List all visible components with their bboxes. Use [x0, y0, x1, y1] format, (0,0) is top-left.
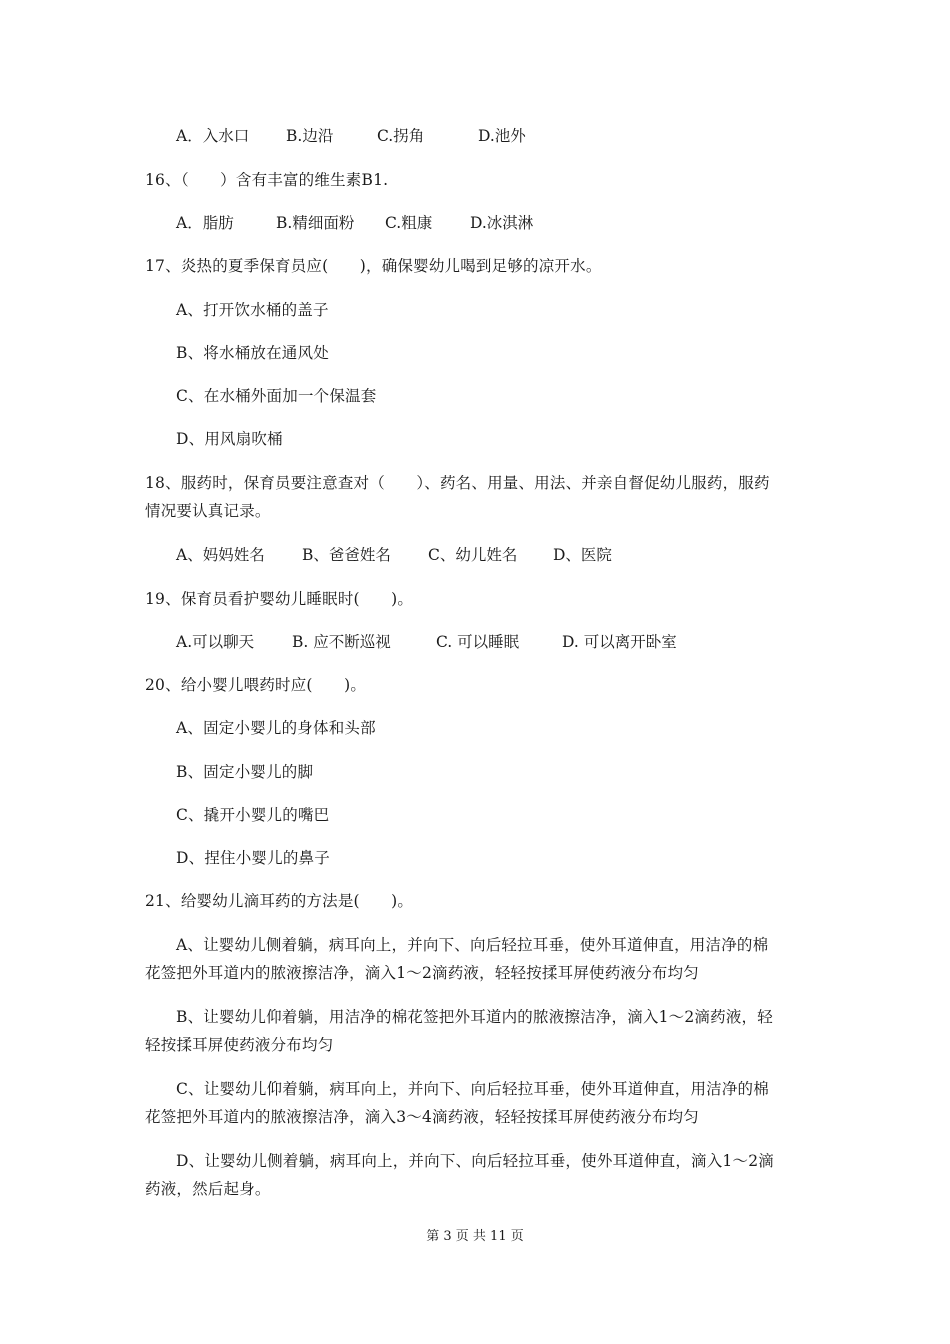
q21-stem: 21、给婴幼儿滴耳药的方法是( )。	[145, 892, 414, 910]
q21-option-d-line1: D、让婴幼儿侧着躺，病耳向上，并向下、向后轻拉耳垂，使外耳道伸直，滴入1～2滴	[176, 1152, 774, 1170]
q21-option-d-line2: 药液，然后起身。	[145, 1180, 271, 1198]
q20-option-a: A、固定小婴儿的身体和头部	[176, 719, 376, 737]
q19-stem: 19、保育员看护婴幼儿睡眠时( )。	[145, 590, 414, 608]
q17-option-c: C、在水桶外面加一个保温套	[176, 387, 377, 405]
page-footer: 第 3 页 共 11 页	[426, 1229, 524, 1244]
q16-option-d: D.冰淇淋	[470, 214, 534, 232]
q19-option-c: C. 可以睡眠	[436, 633, 520, 651]
q17-option-d: D、用风扇吹桶	[176, 430, 283, 448]
q17-option-a: A、打开饮水桶的盖子	[176, 301, 329, 319]
q17-option-b: B、将水桶放在通风处	[176, 344, 329, 362]
q20-option-b: B、固定小婴儿的脚	[176, 763, 314, 781]
q15-option-a: A．入水口	[176, 127, 250, 145]
q18-option-d: D、医院	[553, 546, 612, 564]
q16-option-a: A．脂肪	[176, 214, 234, 232]
q20-option-c: C、撬开小婴儿的嘴巴	[176, 806, 330, 824]
q16-option-b: B.精细面粉	[276, 214, 355, 232]
q21-option-b-line1: B、让婴幼儿仰着躺，用洁净的棉花签把外耳道内的脓液擦洁净，滴入1～2滴药液，轻	[176, 1008, 773, 1026]
q18-stem-line2: 情况要认真记录。	[145, 502, 271, 520]
q15-option-d: D.池外	[478, 127, 526, 145]
q16-option-c: C.粗康	[385, 214, 433, 232]
q18-stem-line1: 18、服药时，保育员要注意查对（ ）、药名、用量、用法、并亲自督促幼儿服药，服药	[145, 474, 770, 492]
q15-option-b: B.边沿	[286, 127, 334, 145]
q20-stem: 20、给小婴儿喂药时应( )。	[145, 676, 367, 694]
q17-stem: 17、炎热的夏季保育员应( )，确保婴幼儿喝到足够的凉开水。	[145, 257, 602, 275]
q15-option-c: C.拐角	[377, 127, 425, 145]
q21-option-c-line1: C、让婴幼儿仰着躺，病耳向上，并向下、向后轻拉耳垂，使外耳道伸直，用洁净的棉	[176, 1080, 769, 1098]
q21-option-a-line2: 花签把外耳道内的脓液擦洁净，滴入1～2滴药液，轻轻按揉耳屏使药液分布均匀	[145, 964, 699, 982]
q19-option-a: A.可以聊天	[176, 633, 255, 651]
q21-option-b-line2: 轻按揉耳屏使药液分布均匀	[145, 1036, 334, 1054]
q18-option-c: C、幼儿姓名	[428, 546, 518, 564]
q16-stem: 16、（ ）含有丰富的维生素B1.	[145, 171, 389, 189]
q18-option-b: B、爸爸姓名	[302, 546, 391, 564]
q19-option-d: D. 可以离开卧室	[562, 633, 677, 651]
q20-option-d: D、捏住小婴儿的鼻子	[176, 849, 330, 867]
q19-option-b: B. 应不断巡视	[292, 633, 391, 651]
q21-option-a-line1: A、让婴幼儿侧着躺，病耳向上，并向下、向后轻拉耳垂，使外耳道伸直，用洁净的棉	[176, 936, 769, 954]
q18-option-a: A、妈妈姓名	[176, 546, 265, 564]
q21-option-c-line2: 花签把外耳道内的脓液擦洁净，滴入3～4滴药液，轻轻按揉耳屏使药液分布均匀	[145, 1108, 699, 1126]
